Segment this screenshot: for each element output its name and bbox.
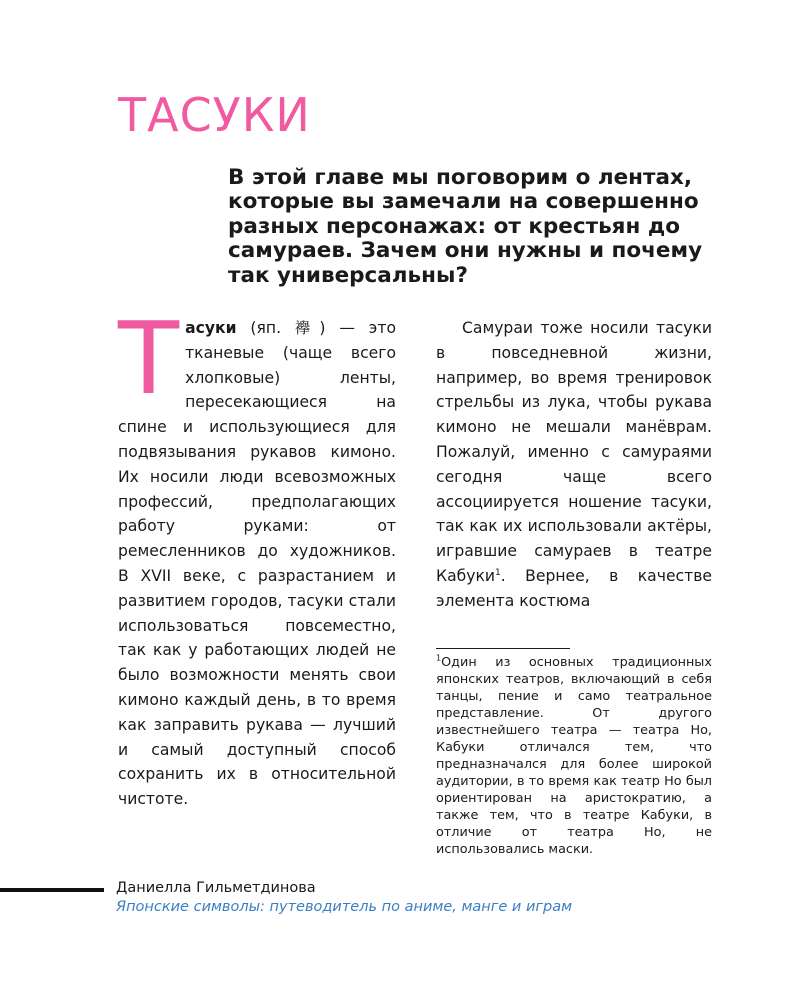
footnote-text: Один из основных традиционных японских театров, включающий в себя танцы, пение и само театральное представление. От другого известнейшего театра — театра Но, Кабуки отличался тем, что предназначался для более широкой аудитории, в то время как театр Но был ориентирован на аристократию, а также тем, что в театре Кабуки, в отличие от театра Но, не использовались маски. [436, 655, 712, 857]
body-column-right [436, 316, 712, 614]
body-column-left [118, 300, 396, 812]
footnote-divider [436, 648, 570, 649]
body-paragraph-right [436, 316, 712, 614]
body-text-right: Самураи тоже носили тасуки в повседневной жизни, например, во время тренировок стрельбы из лука, чтобы рукава кимоно не мешали манёврам. Пожалуй, именно с самураями сегодня чаще всего ассоциируется ношение тасуки, так как их использовали актёры, игравшие самураев в театре Кабуки [436, 319, 712, 585]
chapter-title: ТАСУКИ [118, 88, 311, 142]
footnote [436, 654, 712, 858]
body-paragraph-left [118, 300, 396, 812]
footnote-reference[interactable]: 1 [495, 567, 501, 578]
footer-bar [0, 888, 104, 892]
chapter-lead: В этой главе мы поговорим о лентах, которые вы замечали на совершенно разных персонажах: от крестьян до самураев. Зачем они нужны и почему так универсальны? [228, 165, 703, 288]
body-text-right-end: . Вернее, в качестве элемента костюма [436, 566, 712, 610]
drop-cap: Т [118, 300, 180, 417]
body-text-left: (яп. 襷) — это тканевые (чаще всего хлопковые) ленты, пересекающиеся на спине и использующиеся для подвязывания рукавов кимоно. Их носили люди всевозможных профессий, предполагающих работу руками: от ремесленников до художников. В XVII веке, с разрастанием и развитием городов, тасуки стали использоваться повсеместно, так как у работающих людей не было возможности менять свои кимоно каждый день, в то время как заправить рукава — лучший и самый доступный способ сохранить их в относительной чистоте. [118, 319, 396, 809]
footnote-number: 1 [436, 653, 442, 663]
footer-author: Даниелла Гильметдинова [116, 880, 316, 896]
term-tasuki: асуки [185, 319, 237, 337]
footer-book-title[interactable]: Японские символы: путеводитель по аниме, манге и играм [116, 899, 573, 915]
